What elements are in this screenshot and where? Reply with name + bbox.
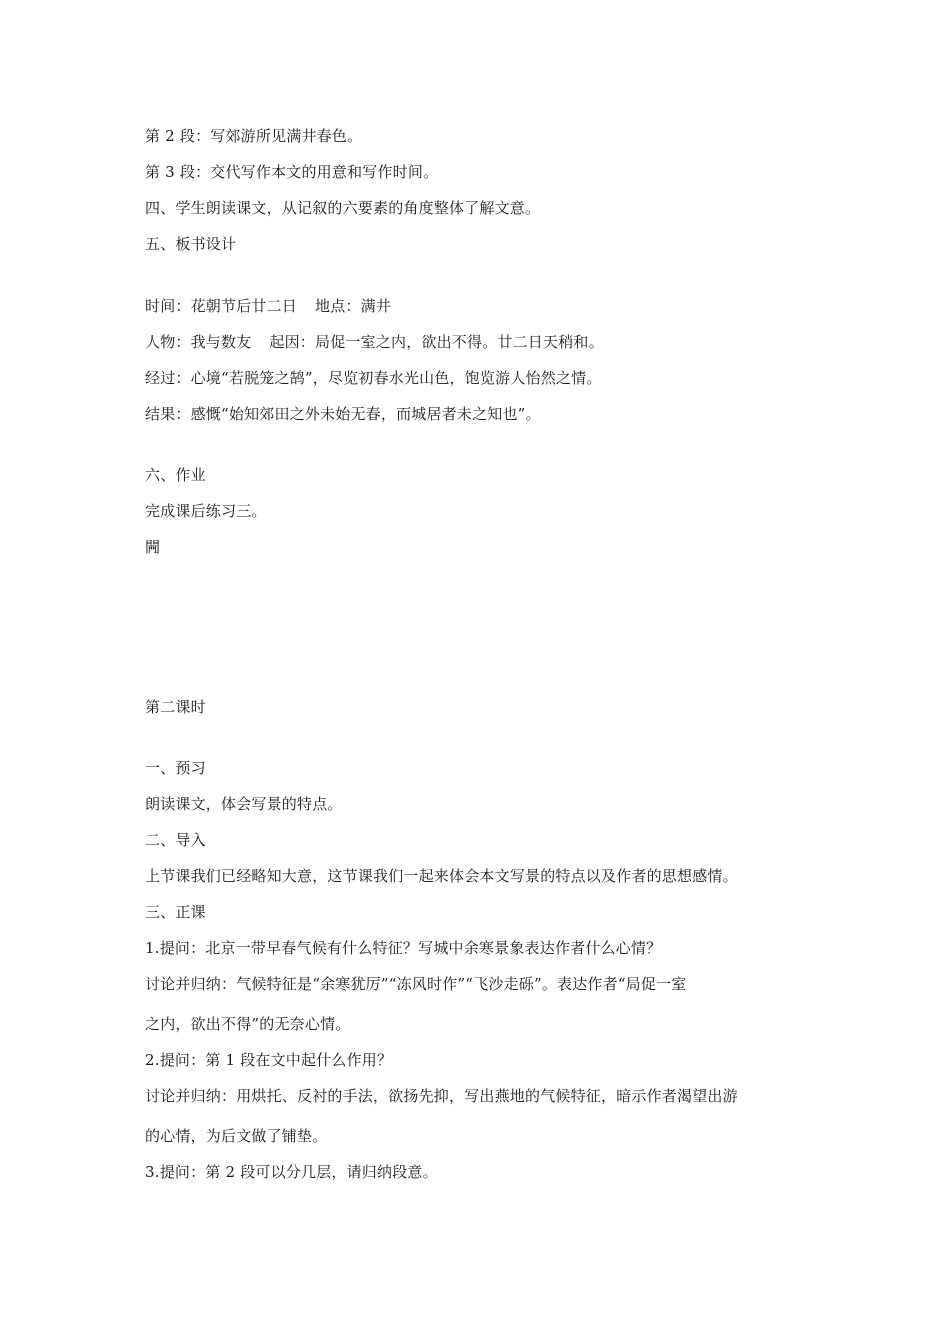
board-time: 时间：花朝节后廿二日 [145,297,298,315]
board-people-cause-row [145,332,604,352]
question-1: 1.提问：北京一带早春气候有什么特征？写城中余寒景象表达作者什么心情？ [145,939,662,957]
board-place: 地点：满井 [315,297,392,315]
board-process: 经过：心境“若脱笼之鹄”，尽览初春水光山色，饱览游人怡然之情。 [145,369,602,387]
board-cause: 起因：局促一室之内，欲出不得。廿二日天稍和。 [269,333,604,351]
board-people: 人物：我与数友 [145,333,252,351]
answer-1-line-1: 讨论并归纳：气候特征是“余寒犹厉”“冻风时作”“飞沙走砾”。表达作者“局促一室 [145,975,687,993]
section-3-heading: 三、正课 [145,903,206,921]
section-1-text: 朗读课文，体会写景的特点。 [145,795,343,813]
lesson-2-title: 第二课时 [145,698,206,716]
homework-text: 完成课后练习三。 [145,502,267,520]
section-2-heading: 二、导入 [145,831,206,849]
answer-2-line-1: 讨论并归纳：用烘托、反衬的手法，欲扬先抑，写出燕地的气候特征，暗示作者渴望出游 [145,1087,738,1105]
answer-1-line-2: 之内，欲出不得”的无奈心情。 [145,1015,351,1033]
board-time-place-row [145,296,391,316]
answer-2-line-2: 的心情，为后文做了铺垫。 [145,1127,328,1145]
step-6-heading: 六、作业 [145,466,206,484]
stray-glyph: 闁 [145,538,161,556]
step-4-heading: 四、学生朗读课文，从记叙的六要素的角度整体了解文意。 [145,199,541,217]
question-2: 2.提问：第 1 段在文中起什么作用？ [145,1051,393,1069]
paragraph-3-summary: 第 3 段：交代写作本文的用意和写作时间。 [145,163,439,181]
paragraph-2-summary: 第 2 段：写郊游所见满井春色。 [145,127,363,145]
question-3: 3.提问：第 2 段可以分几层，请归纳段意。 [145,1163,438,1181]
board-result: 结果：感慨“始知郊田之外未始无春，而城居者未之知也”。 [145,405,541,423]
step-5-heading: 五、板书设计 [145,235,237,253]
section-1-heading: 一、预习 [145,759,206,777]
section-2-text: 上节课我们已经略知大意，这节课我们一起来体会本文写景的特点以及作者的思想感情。 [145,867,738,885]
